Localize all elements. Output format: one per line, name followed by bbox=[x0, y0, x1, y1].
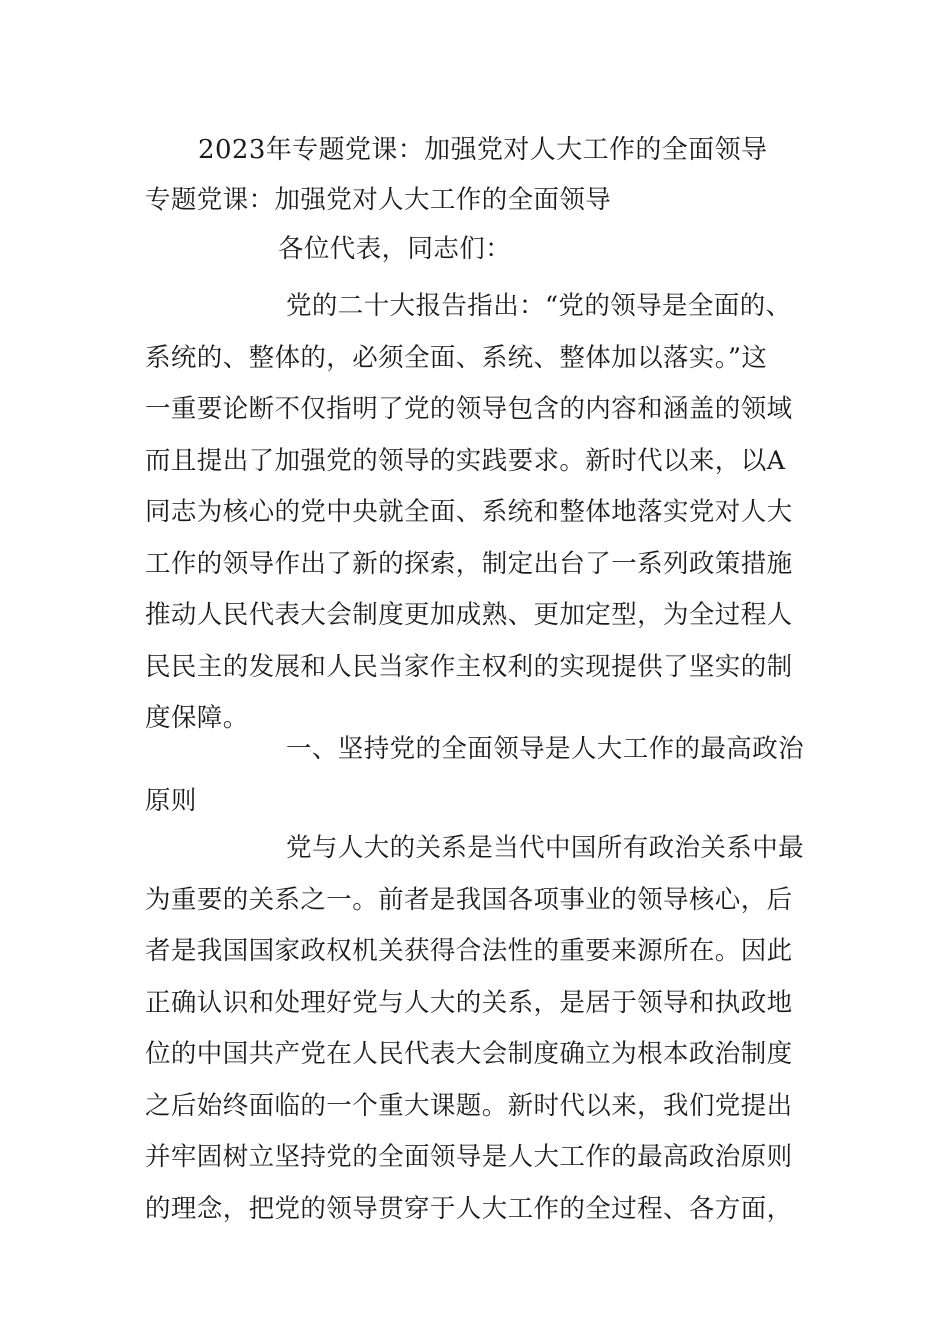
paragraph-line: 而且提出了加强党的领导的实践要求。新时代以来，以A bbox=[145, 445, 786, 476]
paragraph-line: 系统的、整体的，必须全面、系统、整体加以落实。”这 bbox=[145, 342, 768, 373]
salutation: 各位代表，同志们： bbox=[278, 234, 512, 264]
paragraph-line: 者是我国国家政权机关获得合法性的重要来源所在。因此 bbox=[145, 936, 793, 966]
section-heading-1 bbox=[145, 724, 810, 827]
paragraph-line: 同志为核心的党中央就全面、系统和整体地落实党对人大 bbox=[145, 497, 793, 527]
paragraph-line: 民民主的发展和人民当家作主权利的实现提供了坚实的制 bbox=[145, 651, 793, 682]
paragraph-line: 正确认识和处理好党与人大的关系，是居于领导和执政地 bbox=[145, 987, 793, 1018]
heading-line: 原则 bbox=[145, 785, 197, 816]
paragraph-line: 的理念，把党的领导贯穿于人大工作的全过程、各方面， bbox=[145, 1193, 793, 1224]
paragraph-line: 并牢固树立坚持党的全面领导是人大工作的最高政治原则 bbox=[145, 1142, 793, 1172]
paragraph-line: 党的二十大报告指出：“党的领导是全面的、 bbox=[286, 291, 792, 321]
paragraph-2 bbox=[145, 823, 810, 1235]
document-subtitle: 专题党课：加强党对人大工作的全面领导 bbox=[145, 185, 612, 215]
document-title: 2023年专题党课：加强党对人大工作的全面领导 bbox=[198, 135, 768, 165]
paragraph-line: 度保障。 bbox=[145, 703, 249, 733]
paragraph-line: 党与人大的关系是当代中国所有政治关系中最 bbox=[286, 833, 805, 863]
paragraph-line: 位的中国共产党在人民代表大会制度确立为根本政治制度 bbox=[145, 1039, 793, 1069]
paragraph-line: 之后始终面临的一个重大课题。新时代以来，我们党提出 bbox=[145, 1090, 793, 1121]
paragraph-line: 工作的领导作出了新的探索，制定出台了一系列政策措施 bbox=[145, 548, 793, 579]
paragraph-1 bbox=[145, 281, 810, 745]
heading-line: 一、坚持党的全面领导是人大工作的最高政治 bbox=[286, 734, 805, 764]
paragraph-line: 为重要的关系之一。前者是我国各项事业的领导核心，后 bbox=[145, 884, 793, 915]
paragraph-line: 推动人民代表大会制度更加成熟、更加定型，为全过程人 bbox=[145, 600, 793, 630]
paragraph-line: 一重要论断不仅指明了党的领导包含的内容和涵盖的领域 bbox=[145, 394, 793, 424]
